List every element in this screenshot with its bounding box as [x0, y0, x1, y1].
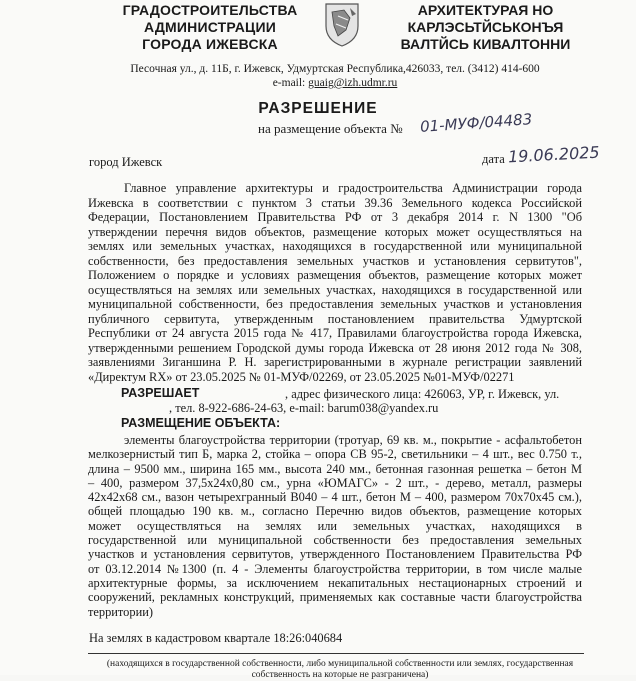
header-left-line: ГОРОДА ИЖЕВСКА — [142, 36, 278, 52]
header-right-org — [388, 2, 583, 53]
permits-label: РАЗРЕШАЕТ — [121, 386, 200, 400]
header-left-org — [110, 2, 310, 53]
header-right-line: АРХИТЕКТУРАЯ НО — [417, 2, 554, 18]
text-line: заявлениями Зиганшина Р. Н. зарегистрированными в журнале регистрации заявлений — [88, 355, 582, 369]
footnote-divider — [88, 653, 584, 654]
text-line: мелкозернистый тип Б, марка 2, стойка – опора СВ 95-2, светильники – 4 шт., вес 0.750 т., — [88, 447, 582, 462]
email-link[interactable]: guaig@izh.udmr.ru — [308, 77, 398, 89]
text-line: Республики от 24 августа 2015 года № 417, Правилами благоустройства города Ижевска, — [88, 326, 582, 340]
text-line: длина – 9500 мм., ширина 165 мм., высота 240 мм., бетонная газонная решетка – бетон М — [88, 461, 582, 476]
footnote-line: собственность на которые не разграничена) — [251, 670, 429, 680]
permits-contact: , тел. 8-922-686-24-63, e-mail: barum038@yandex.ru — [169, 401, 439, 415]
text-line: может осуществляться на землях или земельных участках, находящихся в — [88, 518, 582, 533]
header-left-line: ГРАДОСТРОИТЕЛЬСТВА — [122, 2, 298, 18]
text-line: 42х42х68 см., вазон четырехгранный В040 – 4 шт., бетон М – 400, размером 70х70х45 см.), — [88, 490, 582, 505]
header-address-block — [100, 62, 570, 90]
text-line: Ижевска в соответствии с пунктом 3 статьи 39.36 Земельного кодекса Российской — [88, 195, 582, 210]
text-line: утверждении перечня видов объектов, размещение которых может осуществляться на — [88, 224, 582, 239]
date-label: дата — [482, 152, 505, 166]
footnote-line: (находящихся в государственной собственности, либо муниципальной собственности или землях, государственная — [106, 659, 574, 669]
placement-label: РАЗМЕЩЕНИЕ ОБЪЕКТА: — [121, 416, 281, 430]
document-title: РАЗРЕШЕНИЕ — [258, 100, 378, 117]
object-description — [88, 433, 582, 619]
header-address: Песочная ул., д. 11Б, г. Ижевск, Удмуртская Республика,426033, тел. (3412) 414-600 — [130, 63, 540, 75]
text-line: утвержденными решением Городской думы города Ижевска от 28 июня 2012 года № 308, — [88, 340, 582, 355]
header-right-line: КАРЛЭСЬТЙСЬКОНЪЯ — [407, 19, 564, 35]
permit-number-handwritten: 01-МУФ/04483 — [419, 110, 533, 136]
cadastral-quarter: На землях в кадастровом квартале 18:26:040684 — [89, 631, 343, 645]
text-line: территории) — [88, 604, 153, 619]
text-line: участков и установления сервитутов, утвержденного Постановлением Правительства РФ — [88, 547, 582, 562]
footnote — [100, 659, 580, 681]
text-line: Положением о порядке и условиях размещения объектов, размещение которых может — [88, 268, 582, 282]
document-city: город Ижевск — [89, 155, 163, 169]
text-line: Главное управление архитектуры и градостроительства Администрации города — [124, 181, 582, 195]
text-line: осуществляться на землях или земельных участках, находящихся в государственной или — [88, 282, 582, 297]
intro-paragraph — [88, 181, 582, 384]
text-line: «Директум RX» от 23.05.2025 № 01-МУФ/02269, от 23.05.2025 №01-МУФ/02271 — [88, 369, 515, 384]
email-label: e-mail: — [272, 77, 306, 89]
text-line: от 03.12.2014 №1300 (п. 4 - Элементы благоустройства территории, в том числе малые — [88, 561, 582, 576]
text-line: землях или земельных участках, находящихся в государственной или муниципальной — [88, 239, 582, 253]
text-line: общей площадью 190 кв. м., согласно Перечню видов объектов, размещение которых — [88, 504, 582, 519]
text-line: – 400, размером 37,5х24х0,80 см., урна «ЮМАГС» - 2 шт., - дерево, металл, размеры — [88, 475, 582, 490]
text-line: собственности, без предоставления земельных участков и установления сервитутов", — [88, 253, 582, 268]
text-line: архитектурные формы, за исключением некапитальных нестационарных строений и — [88, 575, 582, 590]
header-left-line: АДМИНИСТРАЦИИ — [144, 19, 276, 35]
date-handwritten: 19.06.2025 — [507, 142, 601, 167]
coat-of-arms-icon — [316, 0, 368, 48]
text-line: муниципальной собственности, без предоставления земельных участков и установления — [88, 297, 582, 311]
document-subtitle: на размещение объекта № — [258, 121, 403, 136]
text-line: элементы благоустройства территории (тротуар, 69 кв. м., покрытие - асфальтобетон — [124, 433, 582, 447]
text-line: публичного сервитута, утвержденным постановлением правительства Удмуртской — [88, 311, 582, 326]
text-line: сооружений, рекламных конструкций, применяемых как составные части благоустройства — [88, 590, 582, 605]
permits-text: , адрес физического лица: 426063, УР, г. Ижевск, ул. — [285, 387, 560, 401]
text-line: Федерации, Постановлением Правительства РФ от 3 декабря 2014 г. N 1300 "Об — [88, 210, 582, 224]
header-right-line: ВАЛТЙСЬ КИВАЛТОННИ — [400, 36, 571, 52]
header-email-line — [100, 76, 570, 90]
text-line: государственной или муниципальной собственности без предоставления земельных — [88, 533, 582, 548]
